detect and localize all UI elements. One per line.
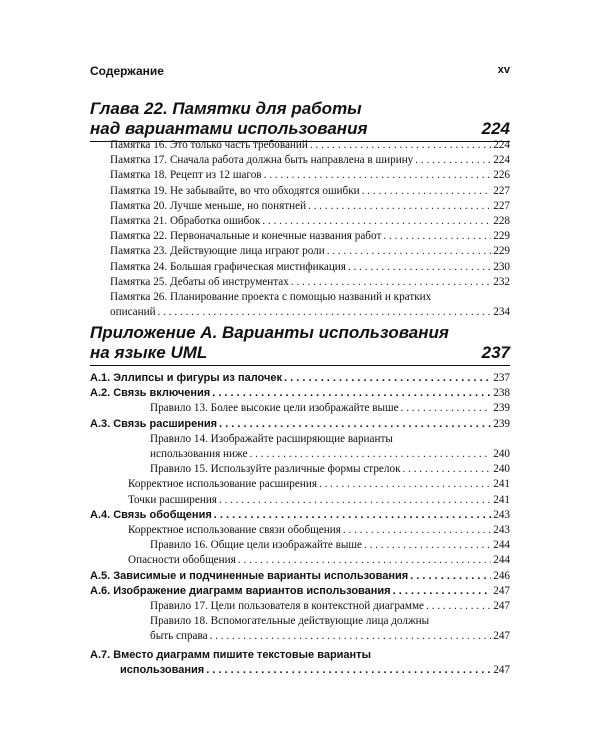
toc-rule-entry[interactable]: Правило 13. Более высокие цели изображайте выше . . . 239 [90, 401, 510, 416]
toc-section-entry[interactable]: А.4. Связь обобщения . . . 243 [90, 508, 510, 523]
chapter-22-heading [90, 99, 510, 142]
toc-rule-entry[interactable]: Правило 15. Используйте различные формы стрелок . . . 240 [90, 462, 510, 477]
appendix-a-heading [90, 323, 510, 366]
header-section-title: Содержание [90, 64, 164, 78]
chapter-title-line1: Глава 22. Памятки для работы [90, 99, 362, 118]
chapter-page-number: 224 [481, 119, 510, 138]
toc-entry[interactable]: Памятка 19. Не забывайте, во что обходятся ошибки . . . 227 [90, 184, 510, 199]
toc-section-entry[interactable]: А.2. Связь включения . . . 238 [90, 386, 510, 401]
toc-subsection-entry[interactable]: Опасности обобщения . . . 244 [90, 553, 510, 568]
toc-entry[interactable]: Памятка 24. Большая графическая мистификация . . . 230 [90, 260, 510, 275]
toc-rule-entry-multiline[interactable]: Правило 14. Изображайте расширяющие варианты использования ниже . . . 240 [90, 432, 510, 462]
header-page-number: xv [497, 64, 510, 76]
toc-entry[interactable]: Памятка 16. Это только часть требований . . . 224 [90, 138, 510, 153]
toc-entry[interactable]: Памятка 23. Действующие лица играют роли . . . 229 [90, 244, 510, 259]
appendix-page-number: 237 [481, 343, 510, 362]
appendix-a-entries [90, 371, 510, 678]
toc-section-entry[interactable]: А.6. Изображение диаграмм вариантов использования . . . 247 [90, 584, 510, 599]
toc-section-entry-multiline[interactable]: А.7. Вместо диаграмм пишите текстовые варианты использования . . . 247 [90, 648, 510, 678]
chapter-22-entries [90, 138, 510, 320]
appendix-title-line2: на языке UML [90, 343, 208, 362]
toc-subsection-entry[interactable]: Точки расширения . . . 241 [90, 493, 510, 508]
toc-subsection-entry[interactable]: Корректное использование расширения . . . 241 [90, 477, 510, 492]
toc-entry[interactable]: Памятка 20. Лучше меньше, но понятней . . . 227 [90, 199, 510, 214]
toc-rule-entry-multiline[interactable]: Правило 18. Вспомогательные действующие лица должны быть справа . . . 247 [90, 614, 510, 644]
toc-section-entry[interactable]: А.5. Зависимые и подчиненные варианты использования . . . 246 [90, 569, 510, 584]
toc-entry[interactable]: Памятка 17. Сначала работа должна быть направлена в ширину . . . 224 [90, 153, 510, 168]
toc-entry[interactable]: Памятка 25. Дебаты об инструментах . . . 232 [90, 275, 510, 290]
toc-section-entry[interactable]: А.1. Эллипсы и фигуры из палочек . . . 237 [90, 371, 510, 386]
heading-rule [90, 365, 510, 366]
toc-entry[interactable]: Памятка 22. Первоначальные и конечные названия работ . . . 229 [90, 229, 510, 244]
toc-entry[interactable]: Памятка 21. Обработка ошибок . . . 228 [90, 214, 510, 229]
toc-entry[interactable]: Памятка 18. Рецепт из 12 шагов . . . 226 [90, 168, 510, 183]
toc-rule-entry[interactable]: Правило 17. Цели пользователя в контекстной диаграмме . . . 247 [90, 599, 510, 614]
toc-section-entry[interactable]: А.3. Связь расширения . . . 239 [90, 417, 510, 432]
chapter-title-line2: над вариантами использования [90, 119, 368, 138]
appendix-title-line1: Приложение А. Варианты использования [90, 323, 449, 342]
toc-entry-multiline[interactable]: Памятка 26. Планирование проекта с помощью названий и кратких описаний . . . 234 [90, 290, 510, 320]
running-header [90, 64, 510, 80]
toc-subsection-entry[interactable]: Корректное использование связи обобщения . . . 243 [90, 523, 510, 538]
toc-rule-entry[interactable]: Правило 16. Общие цели изображайте выше . . . 244 [90, 538, 510, 553]
